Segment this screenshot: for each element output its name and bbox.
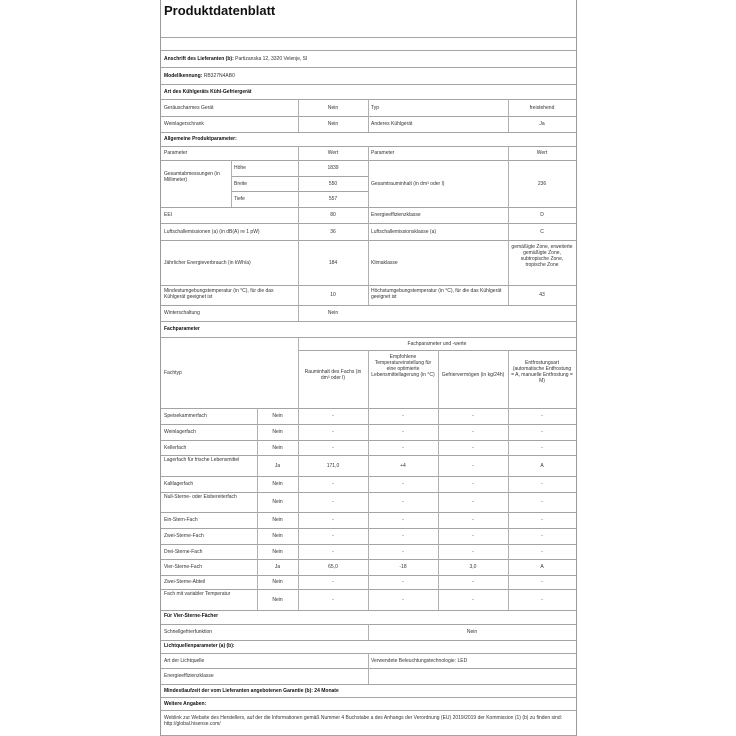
compartment-present: Ja [274,463,281,469]
appliance-row-label2: Typ [371,105,380,111]
compartment-defrost: A [540,564,544,570]
compartment-type: Zwei-Sterne-Abteil [164,579,206,585]
compartment-type: Fach mit variabler Temperatur [164,591,231,597]
energy-class-value: D [540,212,544,218]
appliance-type-heading: Art des Kühlgeräts Kühl-Gefriergerät [164,89,252,95]
compartment-defrost: - [541,429,543,435]
fast-freeze-value: Nein [466,629,478,635]
min-temp-value: 10 [330,292,336,298]
compartment-temp: - [402,579,404,585]
compartment-volume: - [332,499,334,505]
compartment-temp: -18 [399,564,407,570]
col-param-header: Parameter [164,150,188,156]
compartment-volume: - [332,481,334,487]
fast-freeze-label: Schnellgefrierfunktion [164,629,213,635]
appliance-row-label: Weinlagerschrank [164,121,204,127]
compartment-freeze: - [472,499,474,505]
col-param-header: Parameter [371,150,395,156]
compartment-defrost: - [541,597,543,603]
compartment-freeze: - [472,579,474,585]
total-volume-value: 236 [537,181,547,187]
compartment-present: Nein [272,579,283,585]
compartment-present: Nein [272,499,283,505]
compartment-volume: 171,0 [326,463,340,469]
energy-consumption-value: 184 [328,260,338,266]
compartment-type: Zwei-Sterne-Fach [164,533,204,539]
compartment-defrost: - [541,445,543,451]
compartment-temp: - [402,549,404,555]
compartment-volume: - [332,517,334,523]
appliance-row-value2: freistehend [529,105,555,111]
compartment-temp: - [402,533,404,539]
light-type-label: Art der Lichtquelle [164,658,205,664]
climate-class-value: gemäßigte Zone, erweiterte gemäßigte Zone, subtropische Zone, tropische Zone [511,244,573,268]
compartment-defrost: A [540,463,544,469]
compartment-temp: - [402,517,404,523]
compartment-volume: - [332,533,334,539]
appliance-row-value2: Ja [539,121,545,127]
dim-depth-value: 557 [328,196,338,202]
light-class-label: Energieeffizienzklasse [164,673,214,679]
four-star-heading: Für Vier-Sterne-Fächer [164,613,219,619]
compartment-defrost: - [541,517,543,523]
compartment-freeze: - [472,549,474,555]
compartment-type: Kaltlagerfach [164,481,194,487]
dim-height-value: 1839 [327,165,339,171]
compartment-freeze: - [472,481,474,487]
dim-height-label: Höhe [234,165,246,171]
compartment-present: Nein [272,517,283,523]
compartment-temp: - [402,413,404,419]
energy-class-label: Energieeffizienzklasse [371,212,421,218]
compartment-freeze: - [472,429,474,435]
total-volume-label: Gesamtrauminhalt (in dm³ oder l) [371,181,445,187]
col-defrost-header: Entfrostungsart (automatische Entfrostung = A, manuelle Entfrostung = M) [511,360,573,384]
general-heading: Allgemeine Produktparameter: [164,136,237,142]
dim-width-value: 550 [328,181,338,187]
eei-label: EEI [164,212,173,218]
compartment-present: Nein [272,445,283,451]
col-value-header: Wert [536,150,548,156]
compartment-defrost: - [541,481,543,487]
compartment-defrost: - [541,549,543,555]
supplier-label: Anschrift des Lieferanten (b): [164,56,234,62]
guarantee-text: Mindestlaufzeit der vom Lieferanten angebotenen Garantie (b): 24 Monate [164,688,339,694]
compartment-freeze: - [472,597,474,603]
noise-label: Luftschallemissionen (a) (in dB(A) re 1 pW) [164,229,260,235]
supplier-value: Partizanska 12, 3320 Velenje, SI [235,56,308,62]
col-freeze-header: Gefriervermögen (in kg/24h) [441,372,505,378]
noise-class-value: C [540,229,544,235]
product-data-sheet [160,0,577,736]
compartment-present: Nein [272,413,283,419]
additional-heading: Weitere Angaben: [164,701,207,707]
compartment-present: Nein [272,549,283,555]
noise-value: 36 [330,229,336,235]
winter-switch-value: Nein [327,310,339,316]
additional-text: Weblink zur Website des Herstellers, auf der die Informationen gemäß Nummer 4 Buchstabe a des Anhangs der Verordnung (EU) 2019/2019 der Kommission (1) (b) zu finden sind: http://global.hisense.com/ [164,715,563,727]
compartment-temp: +4 [400,463,406,469]
page-title: Produktdatenblatt [164,3,276,18]
compartment-defrost: - [541,533,543,539]
energy-consumption-label: Jährlicher Energieverbrauch (in kWh/a) [164,260,251,266]
compartment-type: Drei-Sterne-Fach [164,549,203,555]
light-tech-label: Verwendete Beleuchtungstechnologie: LED [371,658,468,664]
col-value-header: Wert [327,150,339,156]
dimensions-label: Gesamtabmessungen (in Millimeter) [164,171,220,183]
compartment-type: Speisekammerfach [164,413,207,419]
eei-value: 80 [330,212,336,218]
compartment-type: Kellerfach [164,445,187,451]
compartment-present: Nein [272,481,283,487]
compartment-freeze: - [472,463,474,469]
model-label: Modellkennung: [164,73,203,79]
compartment-volume: - [332,549,334,555]
compartment-type: Null-Sterne- oder Eisbereiterfach [164,494,237,500]
compartment-temp: - [402,481,404,487]
col-volume-header: Rauminhalt des Fachs (in dm³ oder l) [304,369,362,381]
compartment-defrost: - [541,499,543,505]
compartment-defrost: - [541,413,543,419]
dim-depth-label: Tiefe [234,196,245,202]
compartment-present: Ja [274,564,281,570]
appliance-row-value: Nein [327,105,339,111]
compartment-volume: - [332,597,334,603]
compartment-freeze: 3,0 [469,564,477,570]
compartment-type: Ein-Stern-Fach [164,517,198,523]
max-temp-label: Höchstumgebungstemperatur (in °C), für die das Kühlgerät geeignet ist [371,288,502,300]
compartment-present: Nein [272,533,283,539]
compartment-type: Lagerfach für frische Lebensmittel [164,457,240,463]
appliance-row-label: Geräuscharmes Gerät [164,105,214,111]
compartment-freeze: - [472,445,474,451]
compartments-group-header: Fachparameter und -werte [407,341,467,347]
climate-class-label: Klimaklasse [371,260,398,266]
compartment-volume: - [332,579,334,585]
appliance-row-value: Nein [327,121,339,127]
compartment-freeze: - [472,533,474,539]
appliance-row-label2: Anderes Kühlgerät [371,121,413,127]
col-type-header: Fachtyp [164,370,182,376]
winter-switch-label: Winterschaltung [164,310,200,316]
max-temp-value: 43 [539,292,545,298]
compartment-type: Weinlagerfach [164,429,196,435]
compartment-present: Nein [272,597,283,603]
compartment-temp: - [402,445,404,451]
compartment-defrost: - [541,579,543,585]
compartment-volume: - [332,413,334,419]
dim-width-label: Breite [234,181,248,187]
compartment-temp: - [402,597,404,603]
noise-class-label: Luftschallemissionsklasse (a) [371,229,437,235]
compartments-heading: Fachparameter [164,326,200,332]
min-temp-label: Mindestumgebungstemperatur (in °C), für die das Kühlgerät geeignet ist [164,288,274,300]
compartment-temp: - [402,499,404,505]
compartment-temp: - [402,429,404,435]
compartment-volume: 65,0 [328,564,338,570]
col-temp-header: Empfohlene Temperatureinstellung für eine optimierte Lebensmittellagerung (in °C) [371,354,435,378]
compartment-freeze: - [472,413,474,419]
compartment-volume: - [332,445,334,451]
compartment-type: Vier-Sterne-Fach [164,564,202,570]
model-value: RB327N4AB0 [203,73,235,79]
light-heading: Lichtquellenparameter (a) (b): [164,643,235,649]
compartment-freeze: - [472,517,474,523]
compartment-volume: - [332,429,334,435]
compartment-present: Nein [272,429,283,435]
